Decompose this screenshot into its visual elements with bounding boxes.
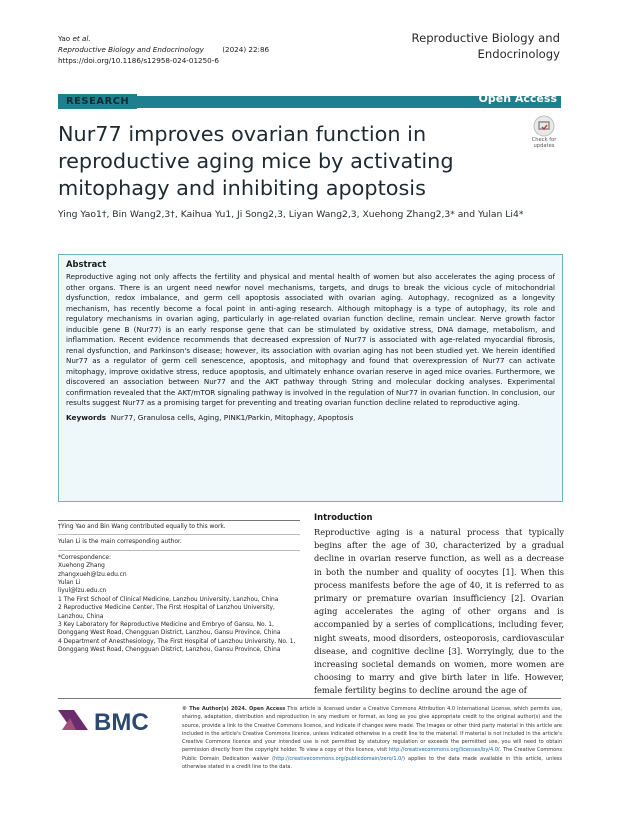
open-access-label: Open Access xyxy=(478,92,557,105)
correspondence-label: *Correspondence: xyxy=(58,554,111,561)
affiliation: 2 Reproductive Medicine Center, The First Hospital of Lanzhou University, Lanzhou, China xyxy=(58,605,275,620)
header-journal: Reproductive Biology and Endocrinology xyxy=(58,44,204,54)
abstract-heading: Abstract xyxy=(66,259,107,269)
license-body: This article is licensed under a Creative Commons Attribution 4.0 International License, which permits use, sharing, adaptation, distribution and reproduction in any medium or format, as long as you give appropriate credit to the original author(s) and the source, provide a link to the Creative Commons licence, and indicate if changes were made. The images or other third party material in this article are included in the article's Creative Commons licence, unless indicated otherwise in a credit line to the material. If material is not included in the article's Creative Commons licence and your intended use is not permitted by statutory regulation or exceeds the permitted use, you will need to obtain permission directly from the copyright holder. To view a copy of this licence, visit xyxy=(182,706,562,754)
header-et-al: et al. xyxy=(72,34,91,43)
public-domain-link[interactable]: http://creativecommons.org/publicdomain/zero/1.0/ xyxy=(274,755,403,762)
notes-rule xyxy=(58,520,300,521)
introduction-section xyxy=(314,512,564,698)
introduction-text: Reproductive aging is a natural process that typically begins after the age of 30, characterized by a gradual decline in ovarian reserve function, as well as a decrease in both the number and quality of oocytes [1]. When this process manifests before the age of 40, it is referred to as primary or premature ovarian insufficiency [2]. Ovarian aging accelerates the aging of other organs and is accompanied by a series of complications, including fever, night sweats, mood disorders, osteoporosis, cardiovascular disease, and cognitive decline [3]. Worryingly, due to the increasing societal demands on women, more women are choosing to marry and give birth later in life. However, female fertility begins to decline around the age of xyxy=(314,527,564,696)
header-author: Yao xyxy=(58,34,73,43)
bmc-logo-text: BMC xyxy=(94,709,149,734)
check-updates-icon xyxy=(533,115,555,137)
correspondent-email[interactable]: zhangxueh@lzu.edu.cn xyxy=(58,571,127,578)
abstract-text: Reproductive aging not only affects the fertility and physical and mental health of women but also accelerates the aging process of other organs. There is an urgent need newfor novel mechanisms, targets, and drugs to break the vicious cycle of mitochondrial dysfunction, redox imbalance, and germ cell apoptosis associated with ovarian aging. Autophagy, recognized as a longevity mechanism, has recently become a focal point in anti-aging research. Although mitophagy is a type of autophagy, its role and regulatory mechanisms in ovarian aging, particularly in age-related ovarian function decline, remain unclear. Nerve growth factor inducible gene B (Nur77) is an early response gene that can be stimulated by oxidative stress, DNA damage, metabolism, and inflammation. Recent evidence recommends that decreased expression of Nur77 is associated with age-related myocardial fibrosis, renal dysfunction, and Parkinson's disease; however, its association with ovarian aging has not been studied yet. We herein identified Nur77 as a regulator of germ cell senescence, apoptosis, and mitophagy and found that overexpression of Nur77 can activate mitophagy, improve oxidative stress, reduce apoptosis, and ultimately enhance ovarian reserve in aged mice ovaries. Furthermore, we discovered an association between Nur77 and the AKT pathway through String and molecular docking analyses. Experimental confirmation revealed that the AKT/mTOR signaling pathway is involved in the regulation of Nur77 in ovarian function. In conclusion, our results suggest Nur77 as a promising target for preventing and treating ovarian function decline related to reproductive aging. xyxy=(66,272,555,407)
introduction-heading: Introduction xyxy=(314,512,373,522)
equal-contribution-note: †Ying Yao and Bin Wang contributed equally to this work. xyxy=(58,524,226,530)
bmc-logo xyxy=(58,706,173,734)
corresponding-note: Yulan Li is the main corresponding author. xyxy=(58,539,182,546)
correspondent-name: Xuehong Zhang xyxy=(58,563,105,570)
article-title: Nur77 improves ovarian function in reproductive aging mice by activating mitophagy and inhibiting apoptosis xyxy=(58,122,454,200)
journal-title: Reproductive Biology and Endocrinology xyxy=(411,31,560,61)
check-updates-line2: updates xyxy=(533,143,555,149)
header-year-volume: (2024) 22:86 xyxy=(222,44,270,54)
affiliation: 4 Department of Anesthesiology, The First Hospital of Lanzhou University, No. 1, Donggang West Road, Chengguan District, Lanzhou, Gansu Province, China xyxy=(58,638,296,654)
affiliation: 3 Key Laboratory for Reproductive Medicine and Embryo of Gansu, No. 1, Donggang West Road, Chengguan District, Lanzhou, Gansu Province, China xyxy=(58,622,281,637)
affiliation: 1 The First School of Clinical Medicine, Lanzhou University, Lanzhou, China xyxy=(58,596,279,603)
abstract-box xyxy=(58,254,563,502)
footer-rule xyxy=(58,698,561,699)
correspondent-name: Yulan Li xyxy=(58,580,81,587)
check-updates-line1: Check for xyxy=(531,137,557,143)
license-link[interactable]: http://creativecommons.org/licenses/by/4.0/ xyxy=(389,747,500,754)
notes-divider xyxy=(58,534,300,535)
license-body-2: . The Creative Commons Public Domain Dedication waiver ( xyxy=(182,747,562,762)
license-body-3: ) applies to the data made available in this article, unless otherwise stated in a credit line to the data. xyxy=(182,755,562,771)
correspondent-email[interactable]: liyul@lzu.edu.cn xyxy=(58,588,107,595)
keywords-list: Nur77, Granulosa cells, Aging, PINK1/Parkin, Mitophagy, Apoptosis xyxy=(110,412,354,422)
author-notes xyxy=(58,520,300,655)
section-label: RESEARCH xyxy=(58,94,137,109)
keywords-label: Keywords xyxy=(66,412,107,422)
license-copyright: © The Author(s) 2024. Open Access xyxy=(182,706,286,712)
author-list: Ying Yao1†, Bin Wang2,3†, Kaihua Yu1, Ji Song2,3, Liyan Wang2,3, Xuehong Zhang2,3* and Yulan Li4* xyxy=(58,209,524,220)
license-text xyxy=(182,705,562,771)
running-header xyxy=(58,34,269,66)
check-for-updates-badge[interactable] xyxy=(528,115,560,151)
bmc-logo-icon xyxy=(58,706,173,734)
keywords-line xyxy=(66,413,555,422)
notes-divider xyxy=(58,550,300,551)
header-doi[interactable]: https://doi.org/10.1186/s12958-024-01250-6 xyxy=(58,55,219,65)
